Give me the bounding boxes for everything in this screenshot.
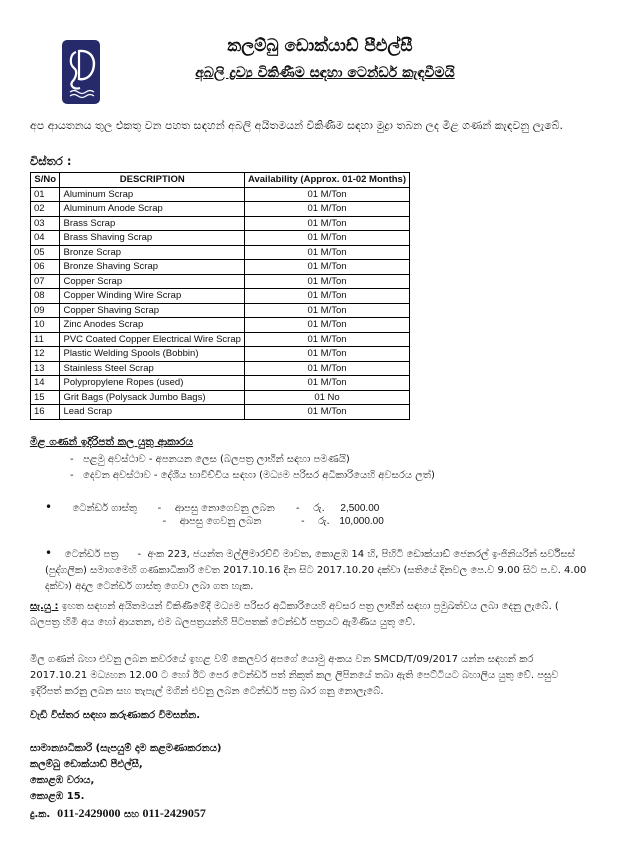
fee-row-nonrefundable: • ටෙන්ඩර් ගාස්තු - ආපසු නොගෙවනු ලබන - රු. 2,500.00 — [45, 500, 380, 514]
cell-description: Aluminum Anode Scrap — [60, 202, 245, 217]
cell-availability: 01 M/Ton — [244, 260, 409, 275]
dockyard-logo-icon — [62, 40, 100, 104]
cell-sno: 08 — [31, 289, 60, 304]
cell-availability: 01 No — [244, 390, 409, 405]
cell-availability: 01 M/Ton — [244, 187, 409, 202]
cell-availability: 01 M/Ton — [244, 303, 409, 318]
cell-description: Polypropylene Ropes (used) — [60, 376, 245, 391]
phone-prefix: දු.ක. — [30, 809, 51, 820]
table-row — [31, 216, 410, 231]
table-row — [31, 347, 410, 362]
cell-availability: 01 M/Ton — [244, 202, 409, 217]
bullet-icon: • — [45, 500, 53, 514]
cell-description: Bronze Scrap — [60, 245, 245, 260]
table-row — [31, 245, 410, 260]
cell-description: Plastic Welding Spools (Bobbin) — [60, 347, 245, 362]
cell-description: Bronze Shaving Scrap — [60, 260, 245, 275]
cell-description: Brass Shaving Scrap — [60, 231, 245, 246]
table-row — [31, 231, 410, 246]
bullet-icon: • — [45, 546, 53, 560]
cell-sno: 02 — [31, 202, 60, 217]
cell-availability: 01 M/Ton — [244, 231, 409, 246]
cell-sno: 09 — [31, 303, 60, 318]
fee-currency: රු. — [313, 503, 325, 514]
table-row — [31, 405, 410, 420]
table-row — [31, 390, 410, 405]
cell-description: Aluminum Scrap — [60, 187, 245, 202]
cell-description: Lead Scrap — [60, 405, 245, 420]
cell-availability: 01 M/Ton — [244, 216, 409, 231]
signature-address-1: කොළඹ වරාය, — [30, 775, 95, 786]
fee-label: ටෙන්ඩර් ගාස්තු — [72, 503, 137, 514]
stage-one: - පළමු අවස්ථාව - අපනයන ලෙස (බලපත්‍ර ලාභීන් සඳහා පමණයි) — [70, 454, 350, 465]
table-header-row — [31, 173, 410, 188]
fee-desc: ආපසු නොගෙවනු ලබන — [174, 503, 275, 514]
signature-address-2: කොළඹ 15. — [30, 791, 85, 802]
table-row — [31, 318, 410, 333]
table-row — [31, 260, 410, 275]
cell-availability: 01 M/Ton — [244, 405, 409, 420]
cell-sno: 15 — [31, 390, 60, 405]
table-row — [31, 361, 410, 376]
fee-desc: ආපසු ගෙවනු ලබන — [179, 516, 262, 527]
signature-block — [30, 741, 221, 823]
company-logo — [62, 40, 100, 104]
bid-instructions: මිල ගණන් බහා එවනු ලබන කවරයේ ඉහළ වම් කෙලවර අපගේ යොමු අංකය වන SMCD/T/09/2017 යන්න සඳහන් කර 2017.10.21 මධ්‍යහන 12.00 ට හෝ ඊට පෙර ටෙන්ඩර් පත් නිකුත් කල ලිපිනයේ තබා ඇති පෙට්ටියට බහාලිය යුතු වේ. පසුව ඉදිරිපත් කරනු ලබන සහ තැපැල් මගින් එවනු ලබන ටෙන්ඩර් පත්‍ර බාර ගනු නොලැබේ. — [30, 654, 559, 697]
cell-availability: 01 M/Ton — [244, 274, 409, 289]
stage-two: - දෙවන අවස්ථාව - දේශීය භාවිච්චිය සඳහා (මධ්‍යම පරිසර අධිකාරියෙහි අවසරය ලත්) — [70, 470, 435, 481]
cell-description: Brass Scrap — [60, 216, 245, 231]
header-description: DESCRIPTION — [60, 173, 245, 188]
cell-availability: 01 M/Ton — [244, 245, 409, 260]
inquiry-text: වැඩි විස්තර සඳහා කරුණාකර විමසන්න. — [30, 710, 201, 721]
cell-sno: 13 — [31, 361, 60, 376]
note-paragraph — [30, 599, 590, 631]
cell-sno: 16 — [31, 405, 60, 420]
cell-description: Stainless Steel Scrap — [60, 361, 245, 376]
stage-one-text: පළමු අවස්ථාව - අපනයන ලෙස (බලපත්‍ර ලාභීන් සඳහා පමණයි) — [83, 454, 350, 465]
signature-company: කලම්බු ඩොක්යාඩ් පීඑල්සී, — [30, 759, 143, 770]
notice-title: අබලි ද්‍රව්‍ය විකිණීම සඳහා ටෙන්ඩර් කැඳවීමයි — [195, 65, 455, 81]
phone-1: 011-2429000 — [57, 806, 121, 820]
signature-phone — [30, 805, 221, 823]
signature-title: සාමාන්‍යාධිකාරි (සැපයුම් දාම කළමණාකරනය) — [30, 743, 222, 754]
cell-description: Zinc Anodes Scrap — [60, 318, 245, 333]
cell-description: Copper Scrap — [60, 274, 245, 289]
table-row — [31, 332, 410, 347]
cell-sno: 10 — [31, 318, 60, 333]
tender-documents-text: අංක 223, ජයන්ත මල්ලිමාරච්චි මාවත, කොළඹ 14 හි, පිහිටි ඩොක්යාඩ් ජෙනරල් ඉංජිනියරින් සර්විසස් (පුද්ගලික) සමාගමෙහි ගණකාධිකාරි වෙත 2017.10.16 දින සිට 2017.10.20 දක්වා (සතියේ දිනවල පෙ.ව 9.00 සිට ප.ව. 4.00 දක්වා) අදාල ටෙන්ඩර් ගාස්තු ගෙවා ලබා ගත හැක. — [45, 549, 587, 592]
cell-description: PVC Coated Copper Electrical Wire Scrap — [60, 332, 245, 347]
tender-documents-label: ටෙන්ඩර් පත්‍ර — [64, 549, 119, 560]
cell-sno: 01 — [31, 187, 60, 202]
cell-availability: 01 M/Ton — [244, 318, 409, 333]
fee-amount: 2,500.00 — [340, 503, 380, 514]
phone-joiner: සහ — [123, 809, 140, 820]
scrap-items-table — [30, 172, 410, 420]
fee-row-refundable: - ආපසු ගෙවනු ලබන - රු. 10,000.00 — [162, 516, 384, 527]
cell-description: Copper Winding Wire Scrap — [60, 289, 245, 304]
note-label: සැ.යු : — [30, 601, 59, 612]
header-availability: Availability (Approx. 01-02 Months) — [244, 173, 409, 188]
header-sno: S/No — [31, 173, 60, 188]
cell-description: Grit Bags (Polysack Jumbo Bags) — [60, 390, 245, 405]
cell-sno: 07 — [31, 274, 60, 289]
cell-description: Copper Shaving Scrap — [60, 303, 245, 318]
table-row — [31, 274, 410, 289]
stage-two-text: දෙවන අවස්ථාව - දේශීය භාවිච්චිය සඳහා (මධ්‍යම පරිසර අධිකාරියෙහි අවසරය ලත්) — [83, 470, 435, 481]
cell-sno: 06 — [31, 260, 60, 275]
table-row — [31, 187, 410, 202]
company-name: කලම්බු ඩොක්යාඩ් පීඑල්සී — [227, 36, 413, 56]
cell-sno: 14 — [31, 376, 60, 391]
note-text: ඉහත සඳහන් අයිතමයන් විකිණීමේදී මධ්‍යම පරිසර අධිකාරියෙහි අවසර පත්‍ර ලාභීන් සඳහා ප්‍රමුඛත්වය ලබා දෙනු ලැබේ. ( බලපත්‍ර හිමි අය හෝ ආයතන, එම බලපත්‍රයන්හි පිටපතක් ටෙන්ඩර් පත්‍රයට ඇමිණිය යුතු වේ. — [30, 601, 559, 628]
cell-availability: 01 M/Ton — [244, 332, 409, 347]
cell-availability: 01 M/Ton — [244, 376, 409, 391]
cell-availability: 01 M/Ton — [244, 361, 409, 376]
tender-documents-paragraph: • ටෙන්ඩර් පත්‍ර - අංක 223, ජයන්ත මල්ලිමාරච්චි මාවත, කොළඹ 14 හි, පිහිටි ඩොක්යාඩ් ජෙනරල් ඉංජිනියරින් සර්විසස් (පුද්ගලික) සමාගමෙහි ගණකාධිකාරි වෙත 2017.10.16 දින සිට 2017.10.20 දක්වා (සතියේ දිනවල පෙ.ව 9.00 සිට ප.ව. 4.00 දක්වා) අදාල ටෙන්ඩර් ගාස්තු ගෙවා ලබා ගත හැක. — [45, 546, 587, 592]
details-label: විස්තර : — [30, 154, 72, 168]
cell-sno: 12 — [31, 347, 60, 362]
phone-2: 011-2429057 — [142, 806, 206, 820]
cell-sno: 04 — [31, 231, 60, 246]
table-row — [31, 303, 410, 318]
table-row — [31, 289, 410, 304]
table-row — [31, 376, 410, 391]
cell-sno: 05 — [31, 245, 60, 260]
submission-heading: මිළ ගණන් ඉදිරිපත් කල යුතු ආකාරය — [30, 436, 194, 448]
fee-currency: රු. — [318, 516, 330, 527]
cell-sno: 11 — [31, 332, 60, 347]
cell-availability: 01 M/Ton — [244, 347, 409, 362]
cell-availability: 01 M/Ton — [244, 289, 409, 304]
cell-sno: 03 — [31, 216, 60, 231]
intro-paragraph: අප ආයතනය තුල එකතු වන පහත සඳහන් අබලි අයිතමයන් විකිණීම සඳහා මුද්‍රා තබන ලද මිළ ගණන් කැඳවනු ලැබේ. — [30, 119, 564, 132]
table-row — [31, 202, 410, 217]
fee-amount: 10,000.00 — [339, 516, 384, 527]
